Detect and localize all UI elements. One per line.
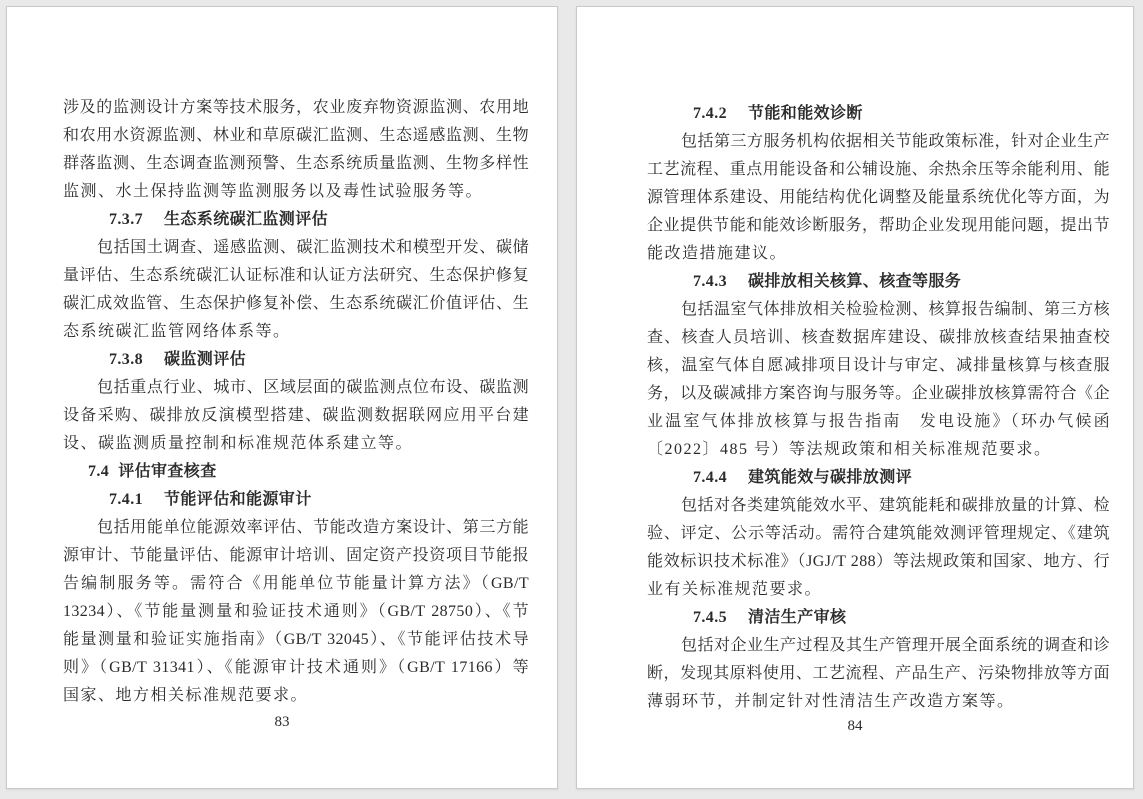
text-line: 国家、地方相关标准规范要求。 [63,687,309,704]
text-line: 包括对各类建筑能效水平、建筑能耗和碳排放量的计算、检 [681,497,1110,514]
text-line: 设备采购、碳排放反演模型搭建、碳监测数据联网应用平台建 [63,407,529,424]
text-line: 工艺流程、重点用能设备和公辅设施、余热余压等余能利用、能 [647,161,1110,178]
page-text-lines [647,100,1110,716]
text-line: 涉及的监测设计方案等技术服务，农业废弃物资源监测、农用地 [63,99,529,116]
heading-number: 7.4.1 [109,491,143,508]
heading-number: 7.4.2 [693,105,727,122]
text-line: 业有关标准规范要求。 [647,581,823,598]
text-line: 设、碳监测质量控制和标准规范体系建立等。 [63,435,414,452]
heading-title: 生态系统碳汇监测评估 [164,211,329,228]
heading-title: 碳排放相关核算、核查等服务 [748,273,962,290]
heading-title: 建筑能效与碳排放测评 [748,469,913,486]
text-line: 〔2022〕485 号）等法规政策和相关标准规范要求。 [647,441,1052,458]
document-page-84 [576,6,1134,789]
heading-title: 碳监测评估 [164,351,247,368]
text-line: 则》（GB/T 31341）、《能源审计技术通则》（GB/T 17166）等 [63,659,529,676]
text-line: 薄弱环节，并制定针对性清洁生产改造方案等。 [647,693,1015,710]
heading-title: 评估审查核查 [118,463,217,480]
text-line: 量评估、生态系统碳汇认证标准和认证方法研究、生态保护修复 [63,267,529,284]
text-line: 监测、水土保持监测等监测服务以及毒性试验服务等。 [63,183,484,200]
section-heading [63,458,529,486]
text-line: 业温室气体排放核算与报告指南 发电设施》（环办气候函 [647,413,1110,430]
heading-title: 节能和能效诊断 [748,105,863,122]
text-line: 包括对企业生产过程及其生产管理开展全面系统的调查和诊 [681,637,1110,654]
section-heading [63,346,529,374]
text-line: 包括重点行业、城市、区域层面的碳监测点位布设、碳监测 [97,379,529,396]
text-line: 包括第三方服务机构依据相关节能政策标准，针对企业生产 [681,133,1110,150]
heading-title: 节能评估和能源审计 [164,491,312,508]
section-heading [647,464,1110,492]
page-number: 83 [274,714,290,730]
text-line: 13234）、《节能量测量和验证技术通则》（GB/T 28750）、《节 [63,603,529,620]
text-line: 群落监测、生态调查监测预警、生态系统质量监测、生物多样性 [63,155,529,172]
text-line: 能改造措施建议。 [647,245,788,262]
section-heading [647,604,1110,632]
heading-number: 7.4.3 [693,273,727,290]
heading-number: 7.4 [88,463,110,480]
text-line: 包括国土调查、遥感监测、碳汇监测技术和模型开发、碳储 [97,239,529,256]
heading-number: 7.3.8 [109,351,143,368]
heading-title: 清洁生产审核 [748,609,847,626]
section-heading [647,100,1110,128]
text-line: 断，发现其原料使用、工艺流程、产品生产、污染物排放等方面 [647,665,1110,682]
text-line: 能量测量和验证实施指南》（GB/T 32045）、《节能评估技术导 [63,631,529,648]
text-line: 态系统碳汇监管网络体系等。 [63,323,291,340]
section-heading [63,206,529,234]
text-line: 告编制服务等。需符合《用能单位节能量计算方法》（GB/T [63,575,529,592]
text-line: 包括温室气体排放相关检验检测、核算报告编制、第三方核 [681,301,1110,318]
text-line: 源管理体系建设、用能结构优化调整及能量系统优化等方面，为 [647,189,1110,206]
text-line: 务，以及碳减排方案咨询与服务等。企业碳排放核算需符合《企 [647,385,1110,402]
heading-number: 7.4.4 [693,469,727,486]
page-text-lines [63,94,529,710]
text-line: 和农用水资源监测、林业和草原碳汇监测、生态遥感监测、生物 [63,127,529,144]
heading-number: 7.4.5 [693,609,727,626]
text-line: 能效标识技术标准》（JGJ/T 288）等法规政策和国家、地方、行 [647,553,1110,570]
section-heading [63,486,529,514]
text-line: 包括用能单位能源效率评估、节能改造方案设计、第三方能 [97,519,529,536]
text-line: 核，温室气体自愿减排项目设计与审定、减排量核算与核查服 [647,357,1110,374]
text-line: 验、评定、公示等活动。需符合建筑能效测评管理规定、《建筑 [647,525,1110,542]
section-heading [647,268,1110,296]
heading-number: 7.3.7 [109,211,143,228]
document-page-83 [6,6,558,789]
text-line: 企业提供节能和能效诊断服务，帮助企业发现用能问题，提出节 [647,217,1110,234]
text-line: 碳汇成效监管、生态保护修复补偿、生态系统碳汇价值评估、生 [63,295,529,312]
text-line: 查、核查人员培训、核查数据库建设、碳排放核查结果抽查校 [647,329,1110,346]
page-number: 84 [847,718,863,734]
text-line: 源审计、节能量评估、能源审计培训、固定资产投资项目节能报 [63,547,529,564]
